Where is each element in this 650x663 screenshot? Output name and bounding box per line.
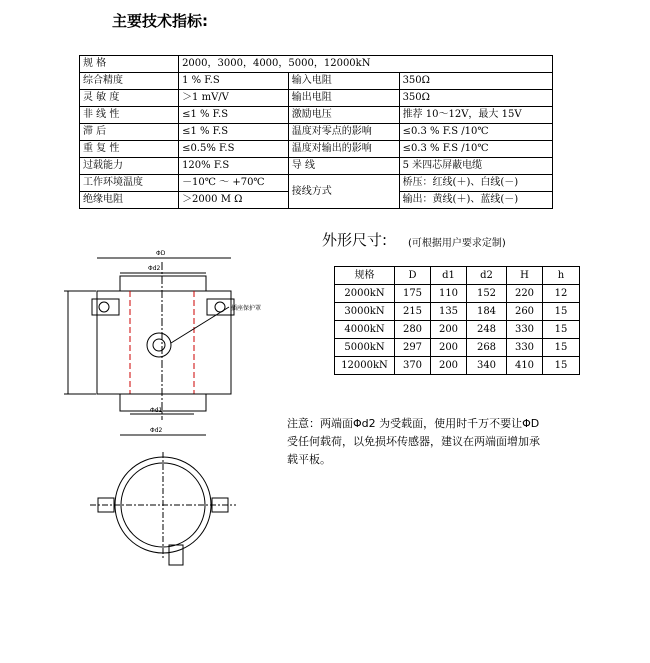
- spec-value: ≤0.3 % F.S /10℃: [399, 141, 552, 158]
- table-cell: 4000kN: [335, 321, 395, 339]
- usage-note: 注意：两端面Φd2 为受载面，使用时千万不要让ΦD 受任何载荷，以免损坏传感器，建议在两端面增加承载平板。: [287, 417, 540, 466]
- spec-label: 导 线: [288, 158, 399, 175]
- table-cell: 280: [395, 321, 431, 339]
- table-cell: 15: [543, 303, 580, 321]
- spec-value: 推荐 10～12V，最大 15V: [399, 107, 552, 124]
- table-cell: 175: [395, 285, 431, 303]
- spec-label: 滞 后: [80, 124, 179, 141]
- top-view: [90, 452, 236, 565]
- table-cell: 220: [507, 285, 543, 303]
- spec-value: 120% F.S: [179, 158, 289, 175]
- table-cell: 330: [507, 339, 543, 357]
- column-header: 规格: [335, 267, 395, 285]
- table-cell: 340: [467, 357, 507, 375]
- spec-value: ＞2000 M Ω: [179, 192, 289, 209]
- spec-label: 输出电阻: [288, 90, 399, 107]
- spec-label: 工作环境温度: [80, 175, 179, 192]
- top-load-cap: [120, 276, 206, 291]
- table-cell: 200: [431, 339, 467, 357]
- bottom-load-cap: [120, 394, 206, 411]
- table-cell: 3000kN: [335, 303, 395, 321]
- label-protector: 插座保护罩: [231, 305, 262, 312]
- table-cell: 200: [431, 357, 467, 375]
- left-lug-hole: [99, 302, 109, 312]
- table-cell: 12000kN: [335, 357, 395, 375]
- spec-value: ≤1 % F.S: [179, 124, 289, 141]
- left-lug: [92, 299, 119, 315]
- label-d2-top: Φd2: [148, 265, 161, 272]
- spec-value: 桥压：红线(＋)、白线(－): [399, 175, 552, 192]
- table-cell: 15: [543, 339, 580, 357]
- spec-value: 2000，3000，4000，5000，12000kN: [179, 56, 553, 73]
- table-cell: 330: [507, 321, 543, 339]
- spec-label: 规 格: [80, 56, 179, 73]
- table-cell: 135: [431, 303, 467, 321]
- table-cell: 2000kN: [335, 285, 395, 303]
- spec-value: ≤0.3 % F.S /10℃: [399, 124, 552, 141]
- table-cell: 248: [467, 321, 507, 339]
- table-cell: 15: [543, 321, 580, 339]
- spec-value: 输出：黄线(＋)、蓝线(－): [399, 192, 552, 209]
- table-cell: 110: [431, 285, 467, 303]
- table-cell: 152: [467, 285, 507, 303]
- column-header: d1: [431, 267, 467, 285]
- spec-value: 1 % F.S: [179, 73, 289, 90]
- table-cell: 15: [543, 357, 580, 375]
- spec-label: 过载能力: [80, 158, 179, 175]
- spec-label: 激励电压: [288, 107, 399, 124]
- column-header: D: [395, 267, 431, 285]
- label-d2-bottom: Φd2: [150, 427, 163, 434]
- connector-housing: [147, 333, 171, 357]
- table-cell: 410: [507, 357, 543, 375]
- spec-value: 350Ω: [399, 90, 552, 107]
- table-cell: 215: [395, 303, 431, 321]
- spec-label: 输入电阻: [288, 73, 399, 90]
- spec-value: ≤0.5% F.S: [179, 141, 289, 158]
- column-header: H: [507, 267, 543, 285]
- spec-value: ≤1 % F.S: [179, 107, 289, 124]
- table-cell: 12: [543, 285, 580, 303]
- spec-label: 重 复 性: [80, 141, 179, 158]
- table-cell: 200: [431, 321, 467, 339]
- label-d1: Φd1: [150, 407, 163, 414]
- spec-label: 接线方式: [288, 175, 399, 209]
- spec-label: 温度对输出的影响: [288, 141, 399, 158]
- connector-socket: [153, 339, 165, 351]
- spec-value: －10℃ ～ +70℃: [179, 175, 289, 192]
- spec-value: ＞1 mV/V: [179, 90, 289, 107]
- table-cell: 184: [467, 303, 507, 321]
- spec-label: 非 线 性: [80, 107, 179, 124]
- spec-label: 综合精度: [80, 73, 179, 90]
- spec-label: 温度对零点的影响: [288, 124, 399, 141]
- column-header: h: [543, 267, 580, 285]
- spec-label: 绝缘电阻: [80, 192, 179, 209]
- connector-stub: [169, 545, 183, 565]
- spec-value: 350Ω: [399, 73, 552, 90]
- table-cell: 268: [467, 339, 507, 357]
- spec-label: 灵 敏 度: [80, 90, 179, 107]
- front-view: [64, 250, 261, 435]
- column-header: d2: [467, 267, 507, 285]
- table-cell: 370: [395, 357, 431, 375]
- table-cell: 297: [395, 339, 431, 357]
- page-title: 主要技术指标:: [112, 12, 208, 30]
- dimensions-title: 外形尺寸:: [322, 231, 388, 249]
- spec-value: 5 米四芯屏蔽电缆: [399, 158, 552, 175]
- table-cell: 260: [507, 303, 543, 321]
- leader-line: [171, 307, 229, 343]
- label-d: ΦD: [156, 250, 166, 257]
- dimensions-note: (可根据用户要求定制): [408, 238, 506, 249]
- table-cell: 5000kN: [335, 339, 395, 357]
